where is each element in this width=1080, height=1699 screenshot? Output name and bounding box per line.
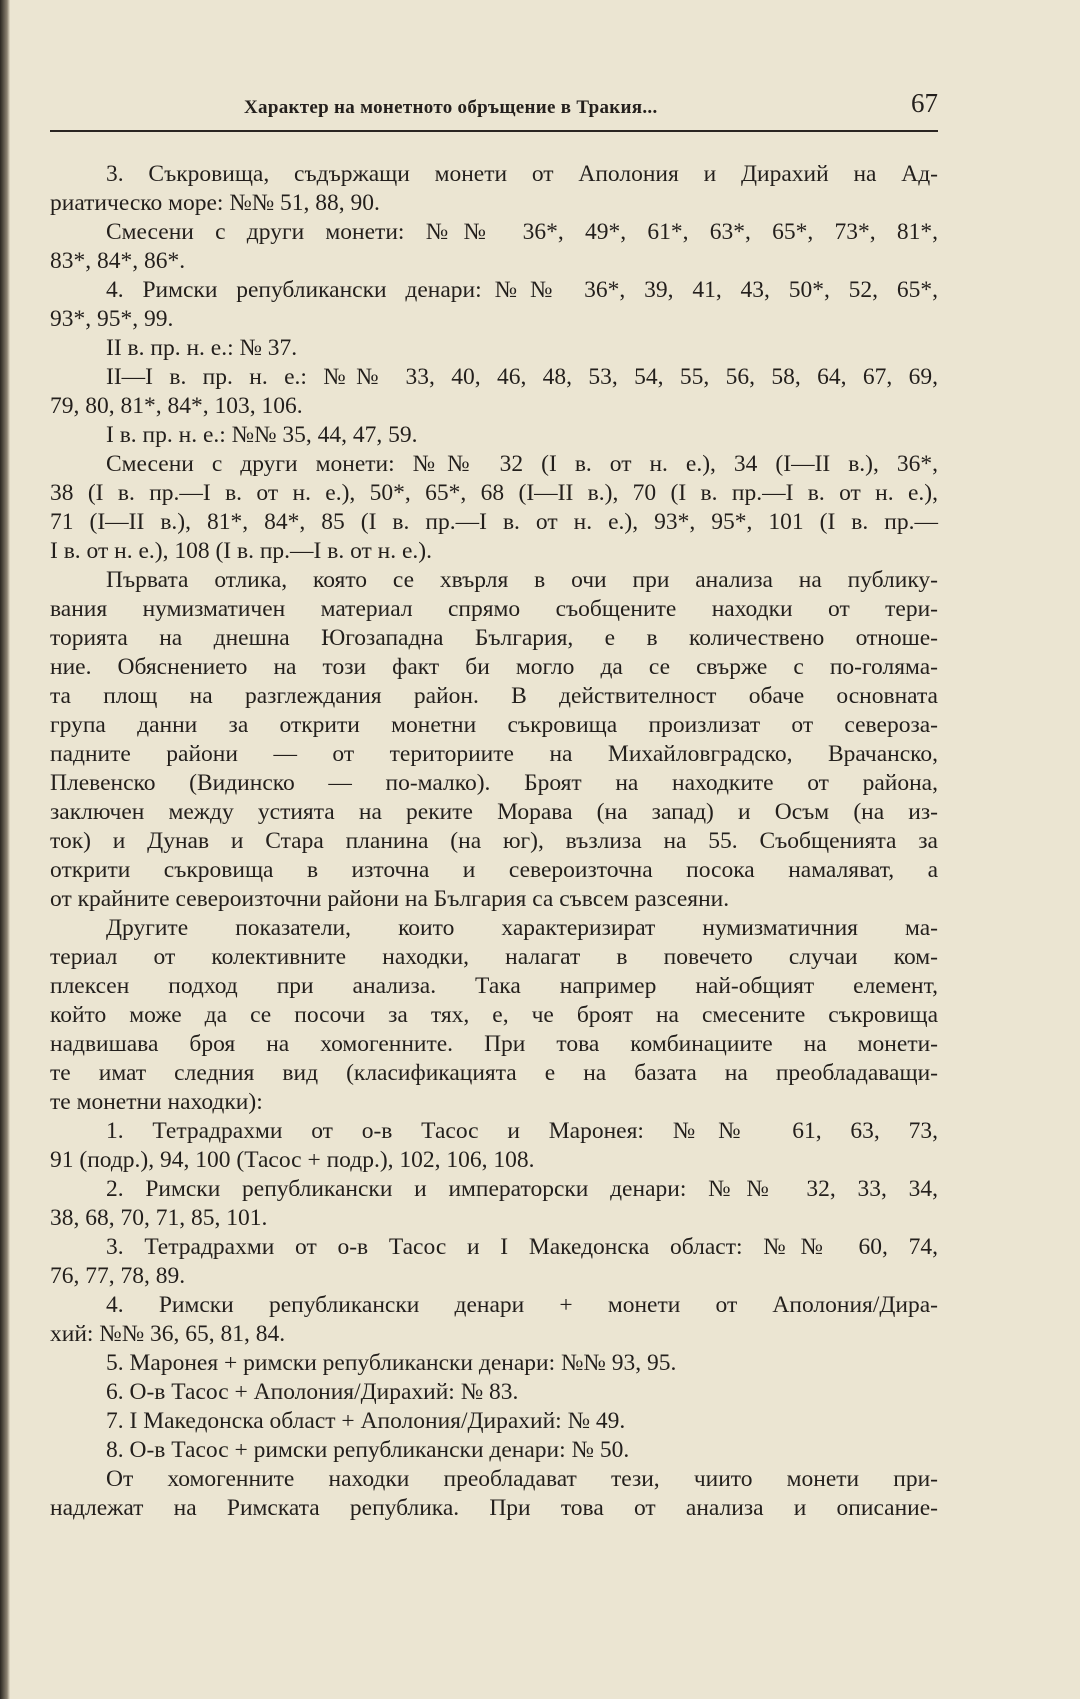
text-line: II в. пр. н. е.: № 37. xyxy=(106,335,298,361)
text-line: открити съкровища в източна и североизточна посока намаляват, а xyxy=(50,857,938,883)
text-line: 4. Римски републикански денари + монети от Аполония/Дира- xyxy=(106,1292,938,1318)
text-line: 5. Маронея + римски републикански денари: №№ 93, 95. xyxy=(106,1350,677,1376)
text-line: 1. Тетрадрахми от о-в Тасос и Маронея: №№ 61, 63, 73, xyxy=(106,1118,938,1144)
text-line: 91 (подр.), 94, 100 (Тасос + подр.), 102, 106, 108. xyxy=(50,1147,535,1173)
text-line: I в. пр. н. е.: №№ 35, 44, 47, 59. xyxy=(106,422,418,448)
text-line: 3. Тетрадрахми от о-в Тасос и I Македонска област: №№ 60, 74, xyxy=(106,1234,938,1260)
text-line: ние. Обяснението на този факт би могло да се свърже с по-голяма- xyxy=(50,654,938,680)
text-line: та площ на разглеждания район. В действителност обаче основната xyxy=(50,683,938,709)
text-line: 8. О-в Тасос + римски републикански денари: № 50. xyxy=(106,1437,630,1463)
text-line: заключен между устията на реките Морава (на запад) и Осъм (на из- xyxy=(50,799,938,825)
text-line: II—I в. пр. н. е.: №№ 33, 40, 46, 48, 53, 54, 55, 56, 58, 64, 67, 69, xyxy=(106,364,938,390)
running-title: Характер на монетното обръщение в Тракия... xyxy=(244,97,658,118)
text-line: 38, 68, 70, 71, 85, 101. xyxy=(50,1205,268,1231)
text-line: 38 (I в. пр.—I в. от н. е.), 50*, 65*, 68 (I—II в.), 70 (I в. пр.—I в. от н. е.), xyxy=(50,480,938,506)
text-line: 76, 77, 78, 89. xyxy=(50,1263,186,1289)
text-line: те монетни находки): xyxy=(50,1089,263,1115)
page-number: 67 xyxy=(911,88,938,118)
text-line: 83*, 84*, 86*. xyxy=(50,248,186,274)
text-line: 6. О-в Тасос + Аполония/Дирахий: № 83. xyxy=(106,1379,519,1405)
text-line: Първата отлика, която се хвърля в очи при анализа на публику- xyxy=(106,567,938,593)
text-line: който може да се посочи за тях, е, че броят на смесените съкровища xyxy=(50,1002,938,1028)
text-line: група данни за открити монетни съкровища произлизат от североза- xyxy=(50,712,938,738)
body-text xyxy=(50,160,938,1523)
text-line: от крайните североизточни райони на България са съвсем разсеяни. xyxy=(50,886,730,912)
text-line: надвишава броя на хомогенните. При това комбинациите на монети- xyxy=(50,1031,938,1057)
text-line: Смесени с други монети: №№ 32 (I в. от н. е.), 34 (I—II в.), 36*, xyxy=(106,451,938,477)
text-line: плексен подход при анализа. Така например най-общият елемент, xyxy=(50,973,938,999)
text-line: Другите показатели, които характеризират нумизматичния ма- xyxy=(106,915,938,941)
text-line: От хомогенните находки преобладават тези, чиито монети при- xyxy=(106,1466,938,1492)
text-line: Смесени с други монети: №№ 36*, 49*, 61*, 63*, 65*, 73*, 81*, xyxy=(106,219,938,245)
text-line: 3. Съкровища, съдържащи монети от Аполония и Дирахий на Ад- xyxy=(106,161,938,187)
text-line: териал от колективните находки, налагат в повечето случаи ком- xyxy=(50,944,938,970)
text-line: 71 (I—II в.), 81*, 84*, 85 (I в. пр.—I в. от н. е.), 93*, 95*, 101 (I в. пр.— xyxy=(50,509,938,535)
text-line: вания нумизматичен материал спрямо съобщените находки от тери- xyxy=(50,596,938,622)
text-line: 7. I Македонска област + Аполония/Дирахий: № 49. xyxy=(106,1408,626,1434)
text-line: хий: №№ 36, 65, 81, 84. xyxy=(50,1321,286,1347)
text-line: ток) и Дунав и Стара планина (на юг), възлиза на 55. Съобщенията за xyxy=(50,828,938,854)
text-line: 2. Римски републикански и императорски денари: №№ 32, 33, 34, xyxy=(106,1176,938,1202)
text-line: надлежат на Римската република. При това от анализа и описание- xyxy=(50,1495,938,1521)
text-line: те имат следния вид (класификацията е на базата на преобладаващи- xyxy=(50,1060,938,1086)
text-line: падните райони — от териториите на Михайловградско, Врачанско, xyxy=(50,741,938,767)
text-line: риатическо море: №№ 51, 88, 90. xyxy=(50,190,380,216)
text-line: 93*, 95*, 99. xyxy=(50,306,174,332)
text-line: I в. от н. е.), 108 (I в. пр.—I в. от н. е.). xyxy=(50,538,433,564)
text-line: 4. Римски републикански денари:№№ 36*, 39, 41, 43, 50*, 52, 65*, xyxy=(106,277,938,303)
page-header xyxy=(50,86,938,132)
book-binding-shadow xyxy=(0,0,10,1699)
text-line: Плевенско (Видинско — по-малко). Броят на находките от района, xyxy=(50,770,938,796)
text-line: 79, 80, 81*, 84*, 103, 106. xyxy=(50,393,303,419)
book-page xyxy=(10,0,1080,1699)
text-line: торията на днешна Югозападна България, е в количествено отноше- xyxy=(50,625,938,651)
